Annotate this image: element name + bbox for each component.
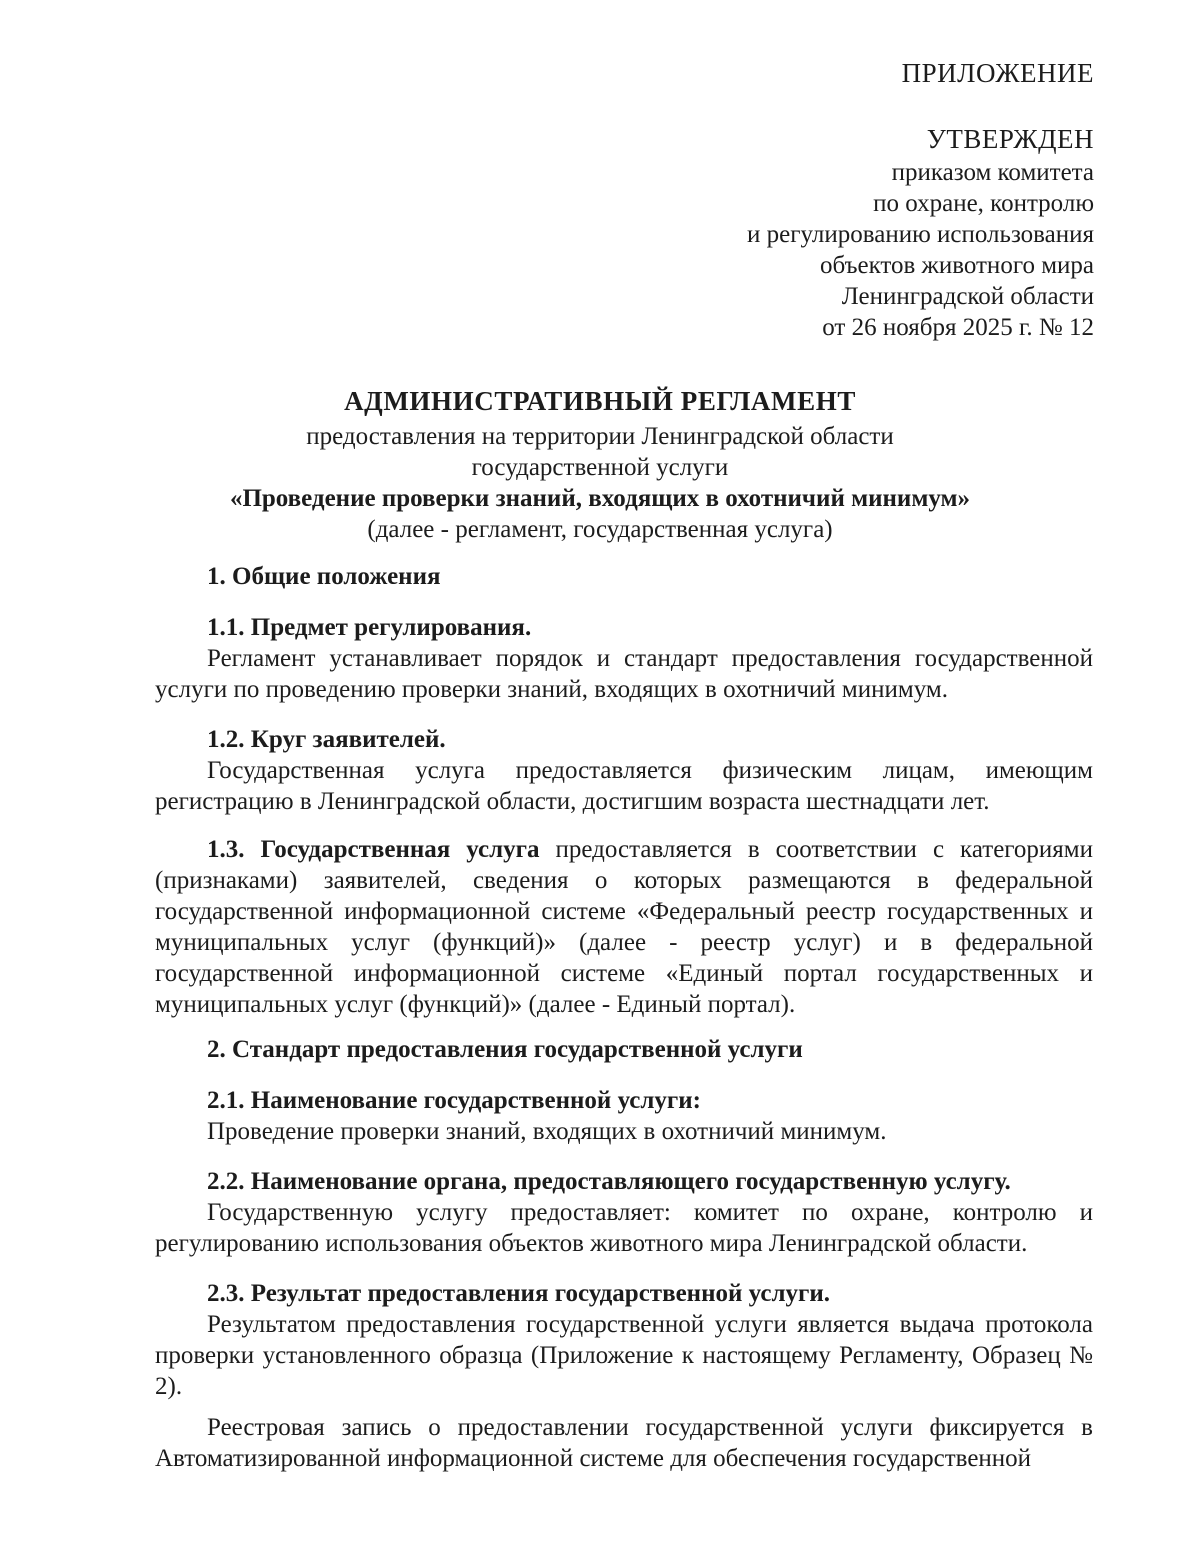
approved-line: и регулированию использования (747, 221, 1094, 248)
section-heading: 2. Стандарт предоставления государственной услуги (207, 1036, 803, 1063)
approved-line: приказом комитета (891, 159, 1094, 186)
subsection-heading: 2.1. Наименование государственной услуги: (207, 1087, 702, 1114)
subsection-heading: 2.2. Наименование органа, предоставляющего государственную услугу. (207, 1168, 1011, 1195)
section-2-3 (155, 1278, 1093, 1474)
title-line: предоставления на территории Ленинградской области (306, 423, 894, 450)
subsection-heading: 1.1. Предмет регулирования. (207, 614, 532, 641)
section-1-heading-wrap (155, 561, 1093, 592)
section-2-heading-wrap (155, 1034, 1093, 1065)
section-2-1 (155, 1085, 1093, 1147)
paragraph: Проведение проверки знаний, входящих в охотничий минимум. (207, 1118, 887, 1145)
section-heading: 1. Общие положения (207, 563, 441, 590)
section-1-1 (155, 612, 1093, 705)
approved-line: Ленинградской области (841, 283, 1094, 310)
subsection-heading: 2.3. Результат предоставления государственной услуги. (207, 1280, 830, 1307)
inline-heading: 1.3. Государственная услуга (207, 836, 540, 863)
paragraph: Реестровая запись о предоставлении государственной услуги фиксируется в Автоматизированной информационной системе для обеспечения государственной (155, 1414, 1093, 1472)
title-line: государственной услуги (471, 454, 729, 481)
approved-line: объектов животного мира (819, 252, 1094, 279)
approved-line: от 26 ноября 2025 г. № 12 (822, 314, 1094, 341)
paragraph: Государственную услугу предоставляет: комитет по охране, контролю и регулированию использования объектов животного мира Ленинградской области. (155, 1199, 1093, 1257)
document-title-block (100, 386, 1100, 545)
subsection-heading: 1.2. Круг заявителей. (207, 726, 446, 753)
approved-line: по охране, контролю (873, 190, 1094, 217)
document-title: АДМИНИСТРАТИВНЫЙ РЕГЛАМЕНТ (344, 386, 856, 416)
section-2-2 (155, 1166, 1093, 1259)
paragraph: Результатом предоставления государственной услуги является выдача протокола проверки установленного образца (Приложение к настоящему Регламенту, Образец № 2). (155, 1311, 1093, 1400)
paragraph: Государственная услуга предоставляется физическим лицам, имеющим регистрацию в Ленинградской области, достигшим возраста шестнадцати лет. (155, 757, 1093, 815)
paragraph: Регламент устанавливает порядок и стандарт предоставления государственной услуги по проведению проверки знаний, входящих в охотничий минимум. (155, 645, 1093, 703)
approval-block (747, 124, 1094, 343)
paragraph (155, 834, 1093, 1020)
paragraph-text: предоставляется в соответствии с категориями (признаками) заявителей, сведения о которых размещаются в федеральной государственной информационной системе «Федеральный реестр государственных и муниципальных услуг (функций)» (далее - реестр услуг) и в федеральной государственной информационной системе «Единый портал государственных и муниципальных услуг (функций)» (далее - Единый портал). (155, 836, 1094, 1018)
title-line: (далее - регламент, государственная услуга) (367, 516, 833, 543)
appendix-label: ПРИЛОЖЕНИЕ (901, 58, 1094, 88)
approved-title: УТВЕРЖДЕН (926, 124, 1094, 154)
section-1-3 (155, 834, 1093, 1020)
service-name: «Проведение проверки знаний, входящих в охотничий минимум» (229, 485, 971, 512)
section-1-2 (155, 724, 1093, 817)
